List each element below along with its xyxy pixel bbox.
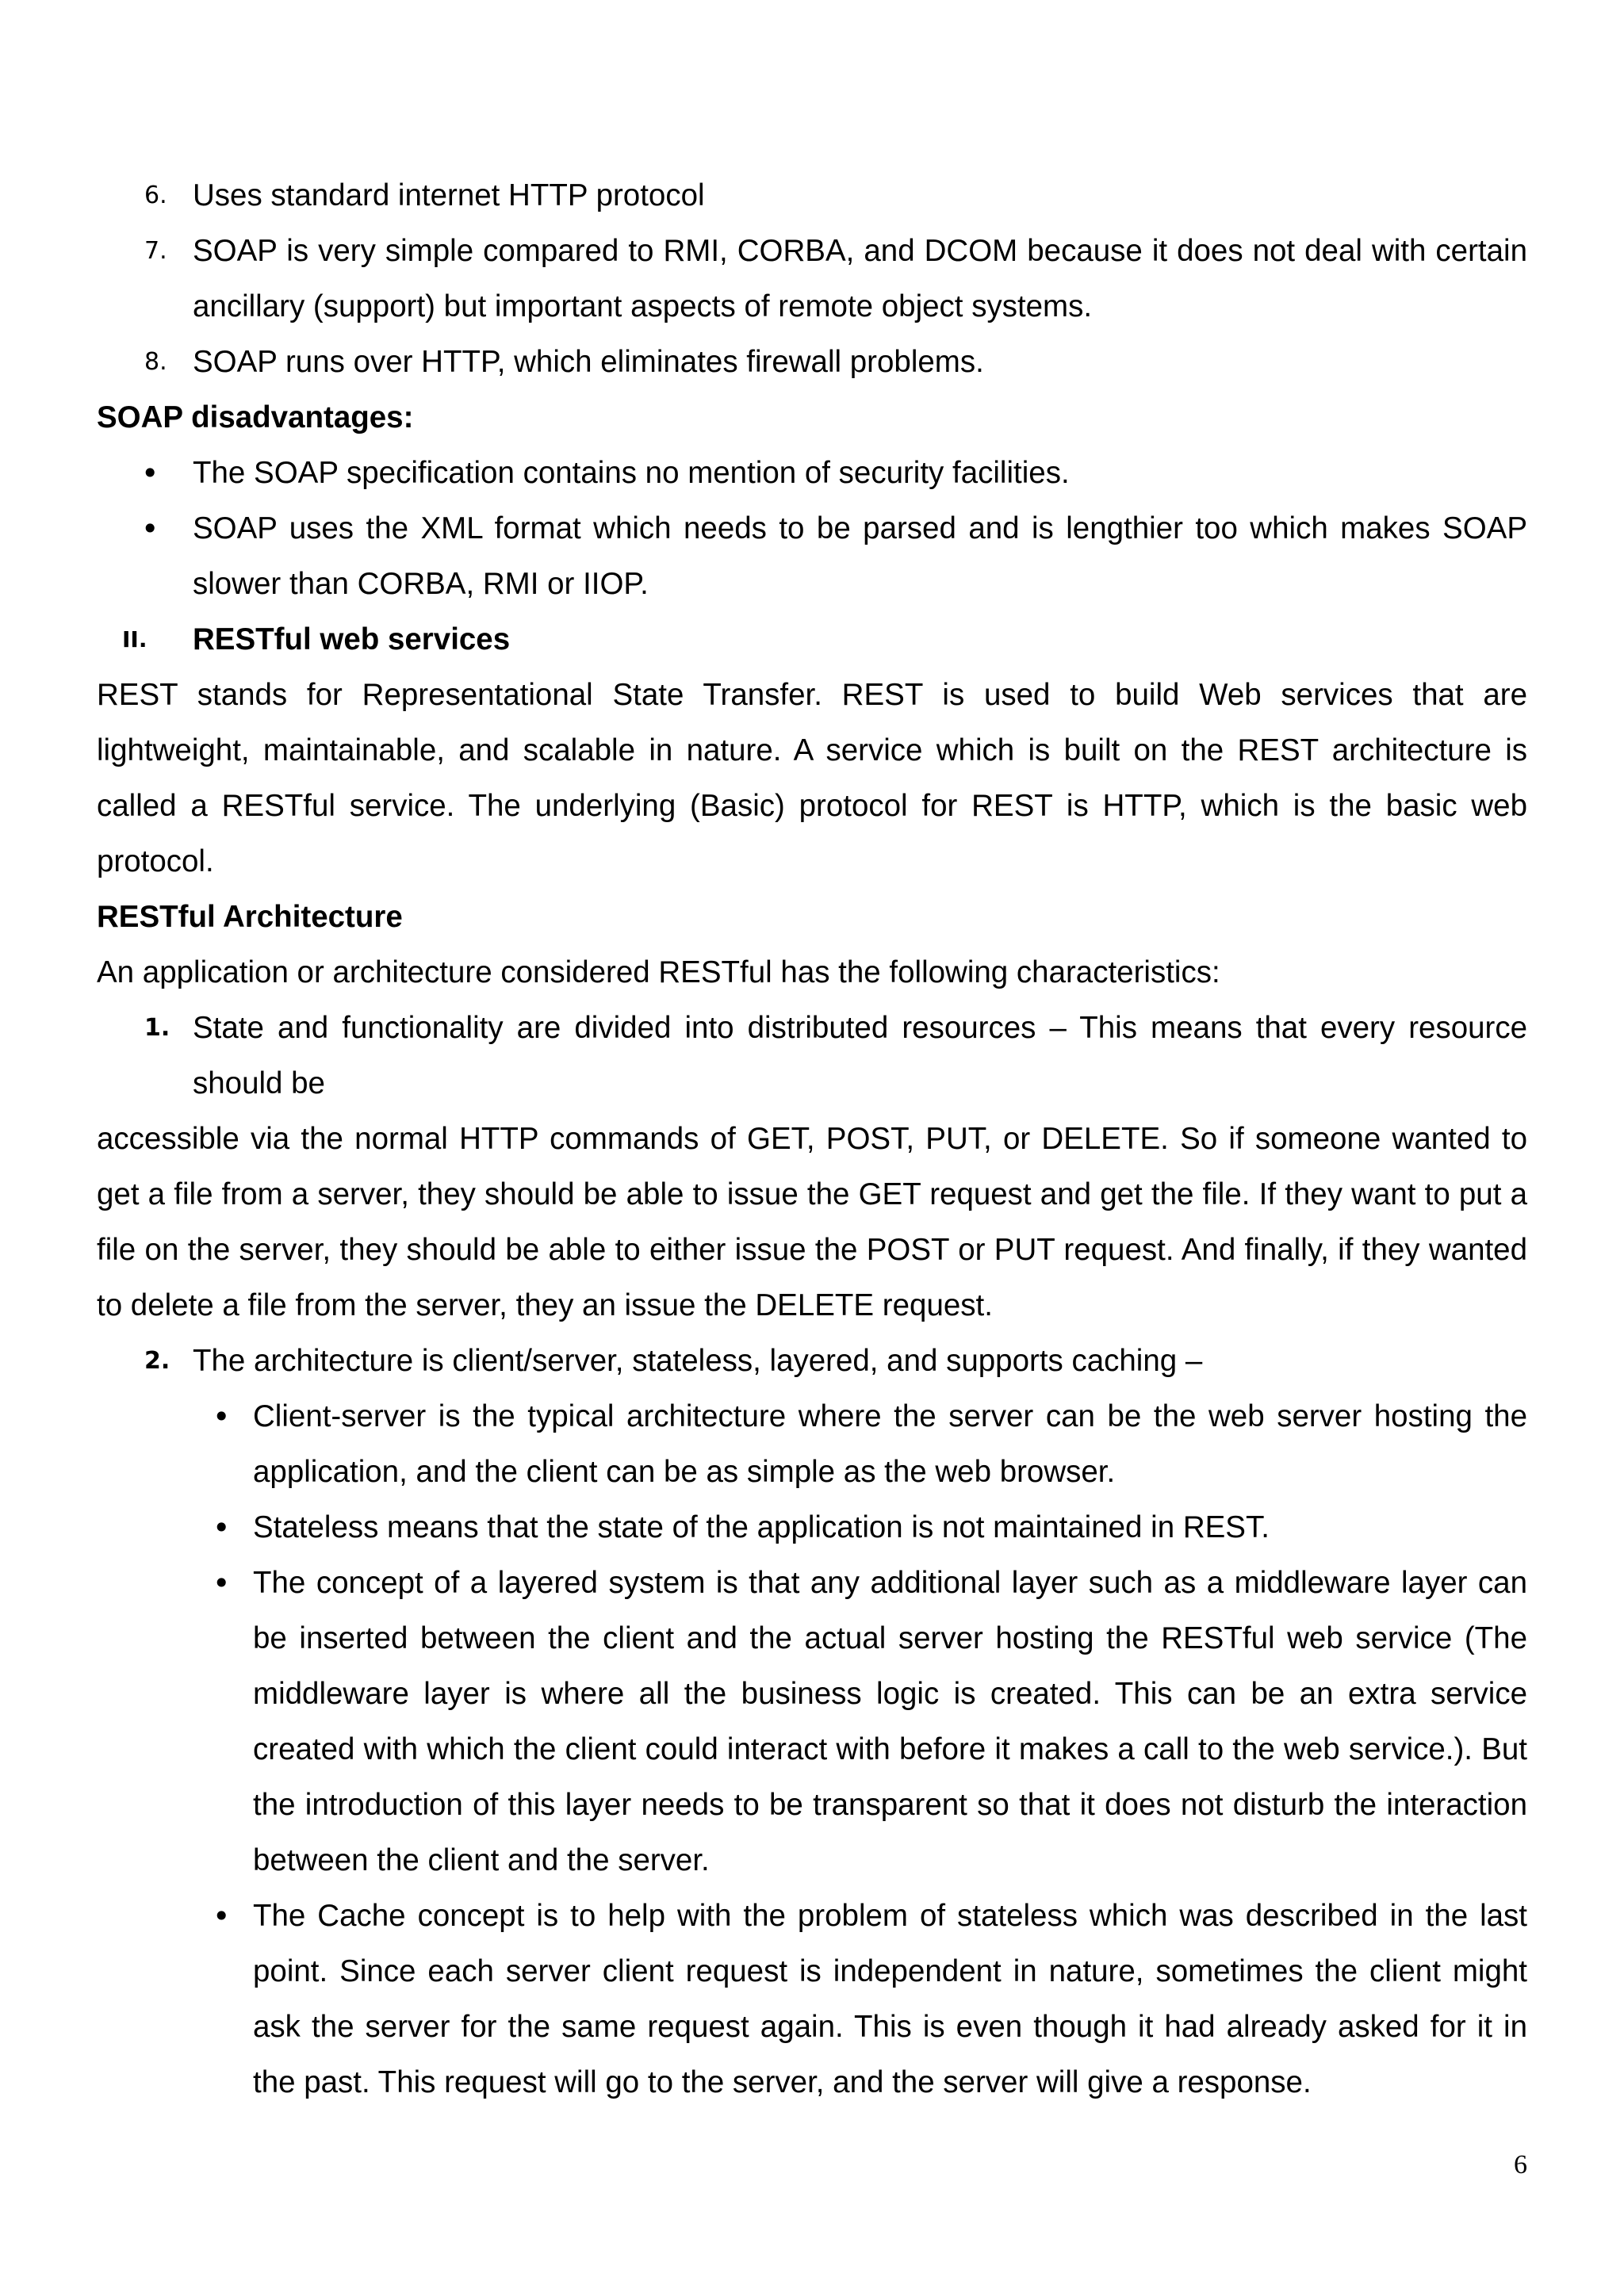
bullet-icon: • <box>213 1510 231 1545</box>
rest-intro-paragraph: REST stands for Representational State Transfer. REST is used to build Web services that are lightweight, maintainable, and scalable in nature. A service which is built on the REST architecture is called a RESTful service. The underlying (Basic) protocol for REST is HTTP, which is the basic web protocol. <box>97 678 1527 878</box>
bullet-item <box>97 446 1527 501</box>
list-item-7 <box>97 224 1527 335</box>
section-title: RESTful web services <box>193 622 511 656</box>
list-item-text: SOAP runs over HTTP, which eliminates firewall problems. <box>193 345 984 379</box>
characteristic-1-continuation: accessible via the normal HTTP commands of GET, POST, PUT, or DELETE. So if someone wanted to get a file from a server, they should be able to issue the GET request and get the file. If they want to put a file on the server, they should be able to either issue the POST or PUT request. And finally, if they wanted to delete a file from the server, they an issue the DELETE request. <box>97 1122 1527 1322</box>
bullet-icon: • <box>213 1899 231 1934</box>
bullet-item-text: The SOAP specification contains no mention of security facilities. <box>193 456 1070 490</box>
restful-architecture-heading: RESTful Architecture <box>97 900 403 934</box>
sub-bullet-text: The Cache concept is to help with the problem of stateless which was described in the last point. Since each server client request is independent in nature, sometimes the client might ask the server for the same request again. This is even though it had already asked for it in the past. This request will go to the server, and the server will give a response. <box>253 1899 1527 2099</box>
bullet-icon: • <box>141 456 159 491</box>
list-number: 8. <box>144 348 167 376</box>
list-item-text: The architecture is client/server, stateless, layered, and supports caching – <box>193 1344 1203 1378</box>
list-item-text: SOAP is very simple compared to RMI, CORBA, and DCOM because it does not deal with certain ancillary (support) but important aspects of remote object systems. <box>193 234 1527 323</box>
sub-bullet-text: Client-server is the typical architecture where the server can be the web server hosting the application, and the client can be as simple as the web browser. <box>253 1399 1527 1489</box>
page-number: 6 <box>1514 2150 1527 2179</box>
list-number: 7. <box>144 237 167 265</box>
characteristic-item-1 <box>97 1001 1527 1112</box>
list-item-text: State and functionality are divided into distributed resources – This means that every resource should be <box>193 1011 1527 1100</box>
sub-bullet-text: The concept of a layered system is that any additional layer such as a middleware layer can be inserted between the client and the actual server hosting the RESTful web service (The middleware layer is where all the business logic is created. This can be an extra service created with which the client could interact with before it makes a call to the web service.). But the introduction of this layer needs to be transparent so that it does not disturb the interaction between the client and the server. <box>253 1566 1527 1877</box>
soap-disadvantages-heading: SOAP disadvantages: <box>97 400 414 434</box>
characteristic-item-2 <box>97 1334 1527 1389</box>
sub-bullet-item <box>97 1556 1527 1888</box>
architecture-intro-paragraph: An application or architecture considered RESTful has the following characteristics: <box>97 955 1220 989</box>
bullet-item-text: SOAP uses the XML format which needs to be parsed and is lengthier too which makes SOAP slower than CORBA, RMI or IIOP. <box>193 511 1527 601</box>
sub-bullet-item <box>97 1888 1527 2110</box>
sub-bullet-item <box>97 1389 1527 1500</box>
bullet-item <box>97 501 1527 612</box>
list-item-text: Uses standard internet HTTP protocol <box>193 178 705 212</box>
bullet-icon: • <box>213 1566 231 1601</box>
list-item-8 <box>97 335 1527 390</box>
restful-section-heading <box>97 612 1527 668</box>
page-content <box>97 168 1527 2110</box>
section-numeral: II. <box>122 626 147 652</box>
list-number: 1. <box>144 1014 170 1042</box>
list-number: 6. <box>144 182 167 209</box>
sub-bullet-item <box>97 1500 1527 1556</box>
bullet-icon: • <box>141 511 159 546</box>
list-item-6 <box>97 168 1527 224</box>
bullet-icon: • <box>213 1399 231 1434</box>
list-number: 2. <box>144 1347 170 1375</box>
sub-bullet-text: Stateless means that the state of the application is not maintained in REST. <box>253 1510 1270 1544</box>
